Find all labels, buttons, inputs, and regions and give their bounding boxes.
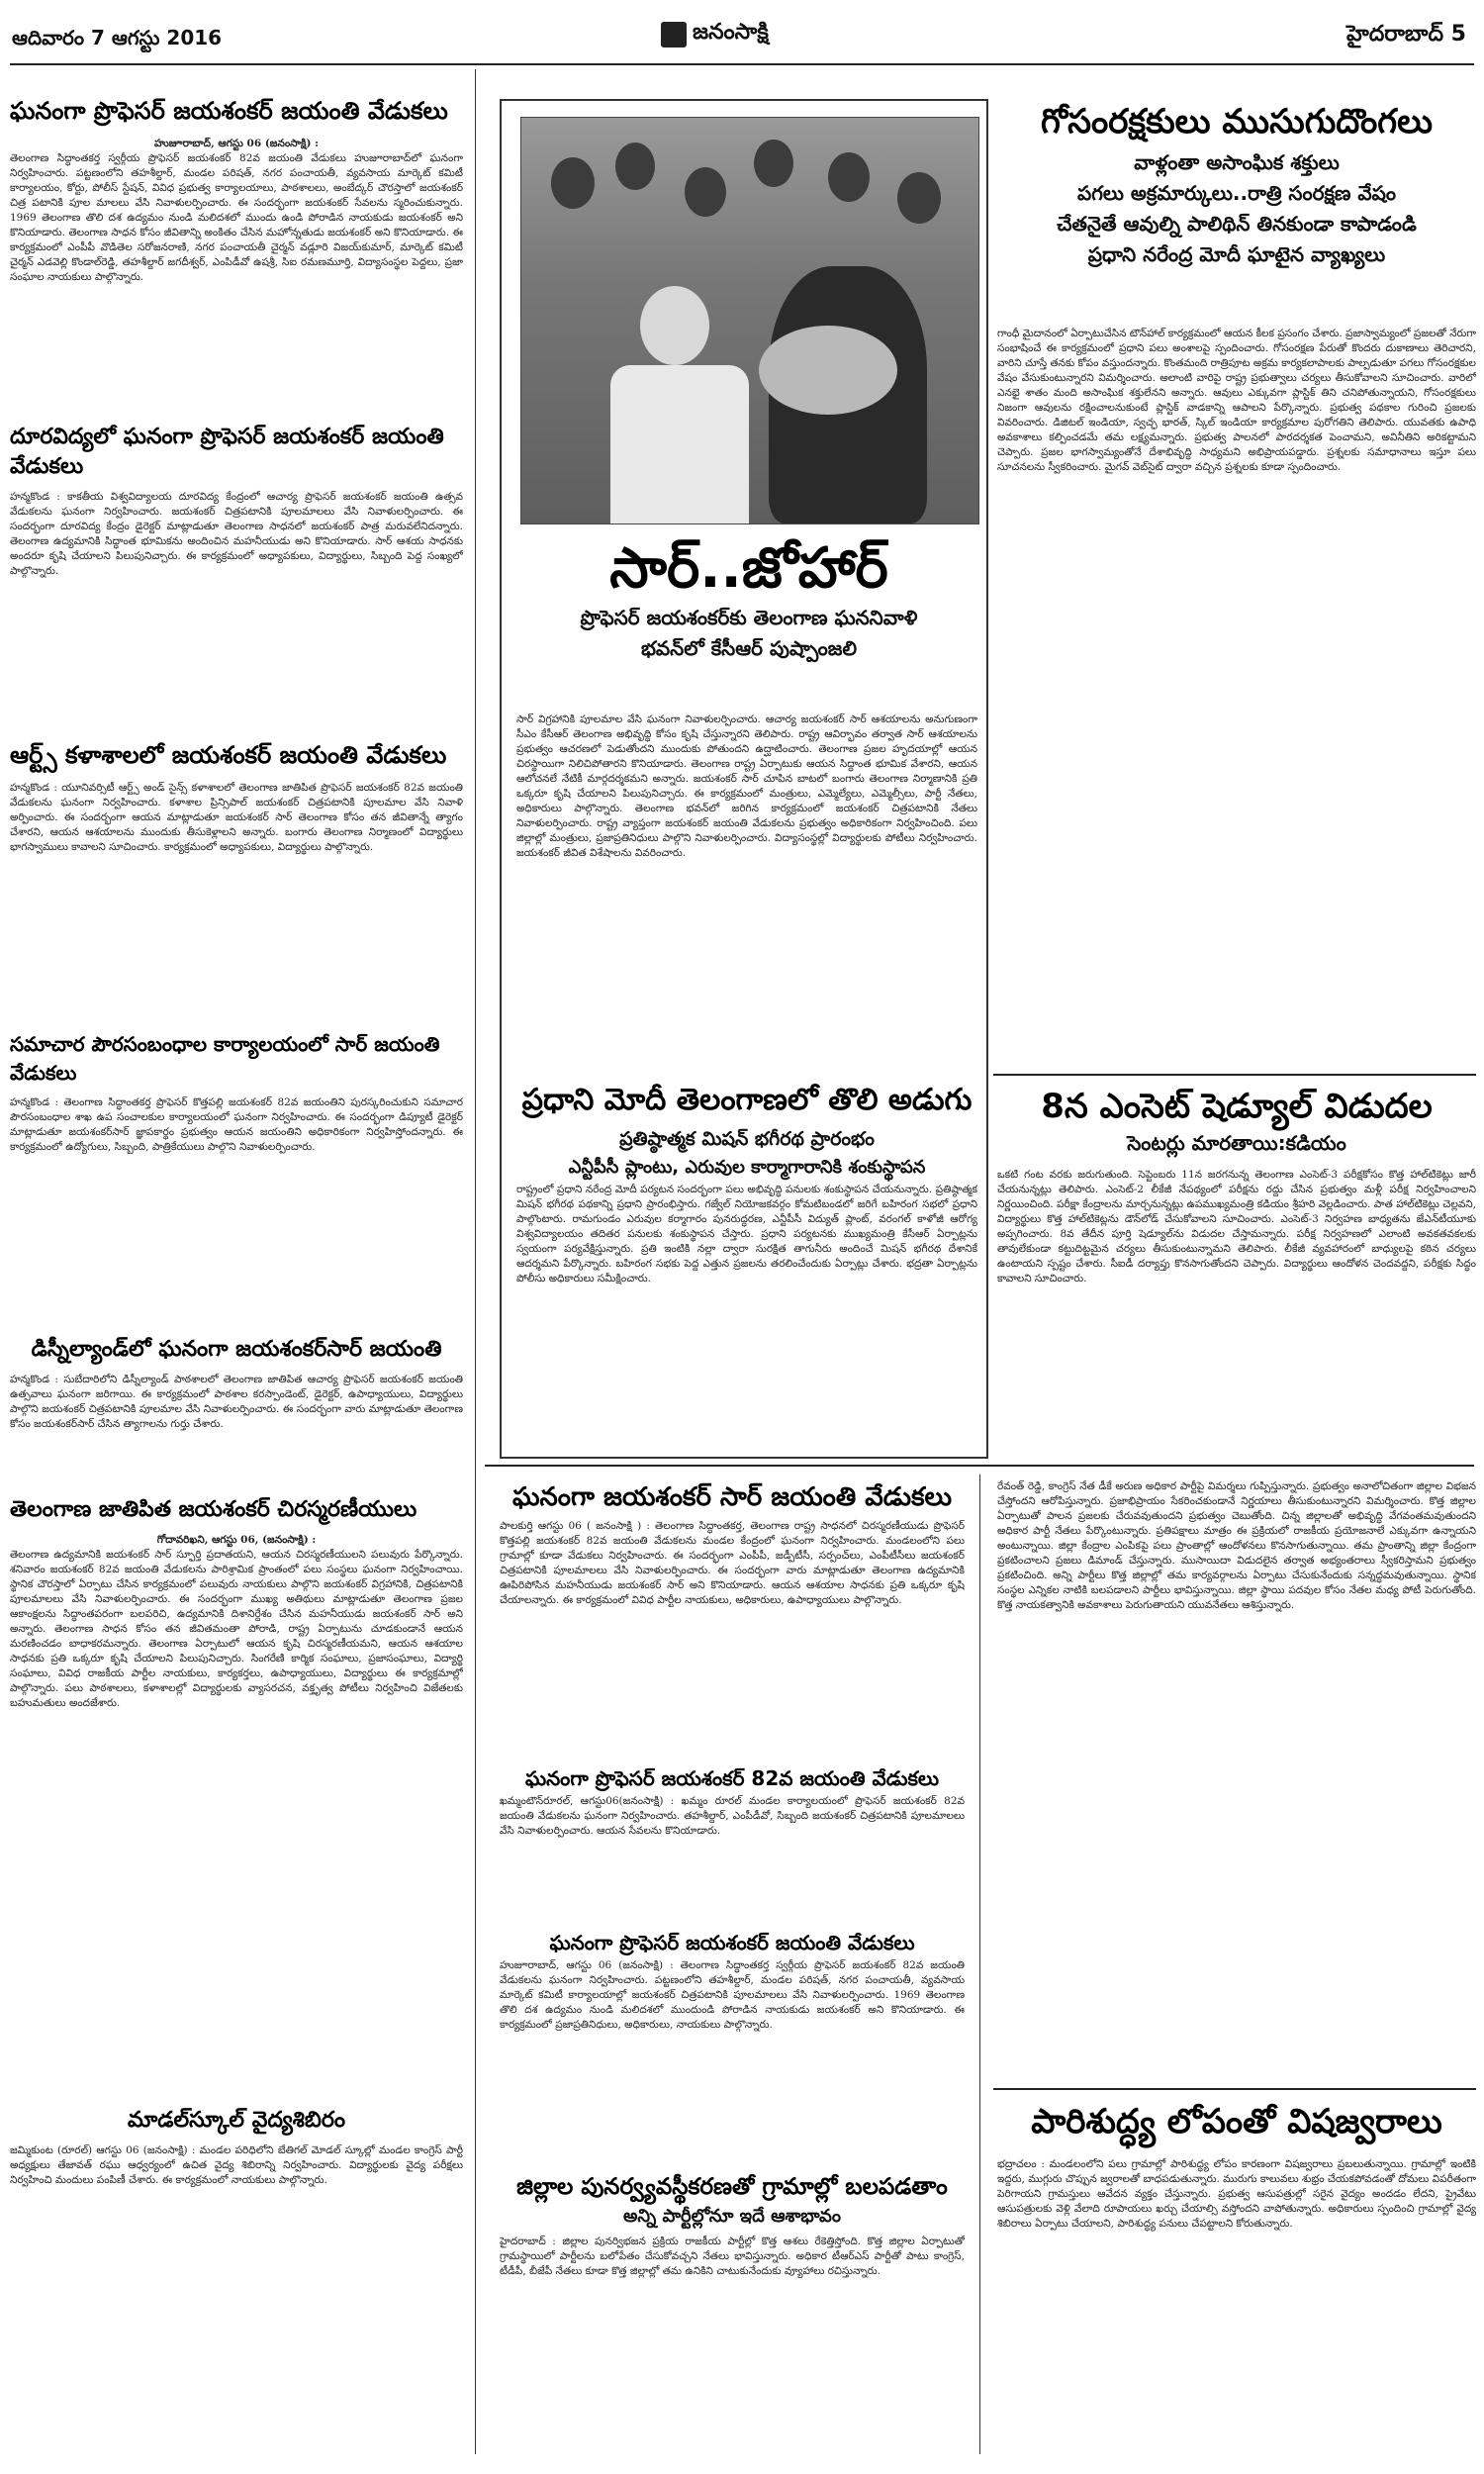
article-headline: తెలంగాణ జాతిపిత జయశంకర్ చిరస్మరణీయులు bbox=[10, 1497, 417, 1522]
article-headline: జిల్లాల పునర్వ్యవస్థీకరణతో గ్రామాల్లో బలపడతాం bbox=[516, 2174, 948, 2200]
article-headline: ఘనంగా ప్రొఫెసర్ జయశంకర్ 82వ జయంతి వేడుకలు bbox=[524, 1766, 939, 1790]
dateline: గోదావరిఖని, ఆగస్టు 06, (జనంసాక్షి) : bbox=[156, 1534, 317, 1546]
lead-subheadline: ప్రొఫెసర్ జయశంకర్‌కు తెలంగాణ ఘననివాళి bbox=[580, 606, 918, 629]
article-headline: ఘనంగా ప్రొఫెసర్ జయశంకర్ జయంతి వేడుకలు bbox=[10, 97, 448, 125]
article-body: హైదరాబాద్ : జిల్లాల పునర్విభజన ప్రక్రియ రాజకీయ పార్టీల్లో కొత్త ఆశలు రేకెత్తిస్తోంది. కొత్త జిల్లాల ఏర్పాటుతో గ్రామస్థాయిలో పార్టీలను బలోపేతం చేసుకోవచ్చని నేతలు భావిస్తున్నారు. అధికార టీఆర్‌ఎస్ పార్టీతో పాటు కాంగ్రెస్, టీడీపీ, బీజేపీ నేతలు కూడా కొత్త జిల్లాల్లో తమ ఉనికిని చాటుకునేందుకు వ్యూహాలు రచిస్తున్నారు. bbox=[500, 2236, 965, 2277]
article-headline: మాడల్‌స్కూల్ వైద్యశిబిరం bbox=[127, 2108, 346, 2133]
article-headline: డిస్నీల్యాండ్‌లో ఘనంగా జయశంకర్‌సార్ జయంతి bbox=[31, 1337, 442, 1362]
article-body: గాంధీ మైదానంలో ఏర్పాటుచేసిన టౌన్‌హాల్ కార్యక్రమంలో ఆయన కీలక ప్రసంగం చేశారు. ప్రజాస్వామ్యంలో ప్రజలతో నేరుగా సంభాషించే ఈ కార్యక్రమంలో ప్రధాని పలు అంశాలపై స్పందించారు. గోసంరక్షణ పేరుతో కొందరు దుకాణాలు తెరిచారని, వారిని చూస్తే తనకు కోపం వస్తుందన్నారు. కొంతమంది రాత్రిపూట అక్రమ కార్యకలాపాలకు పాల్పడుతూ పగలు గోసంరక్షకుల వేషం వేసుకుంటున్నారని విమర్శించారు. అలాంటి వారిపై రాష్ట్ర ప్రభుత్వాలు చర్యలు తీసుకోవాలని సూచించారు. వారిలో ఎనభై శాతం మంది అసాంఘిక శక్తులేనని అన్నారు. ఆవులు ఎక్కువగా ప్లాస్టిక్ తిని చనిపోతున్నాయని, గోసంరక్షకులు నిజంగా ఆవులను రక్షించాలనుకుంటే ప్లాస్టిక్ వాడకాన్ని ఆపాలని పేర్కొన్నారు. ప్రభుత్వ పథకాల గురించి ప్రజలకు వివరించారు. డిజిటల్ ఇండియా, స్వచ్ఛ భారత్, స్కిల్ ఇండియా కార్యక్రమాల పురోగతిని తెలిపారు. యువతకు ఉపాధి అవకాశాలు కల్పించడమే తమ లక్ష్యమన్నారు. ప్రభుత్వ పాలనలో పారదర్శకత పెంచామని, అవినీతిని అరికట్టామని చెప్పారు. ప్రజల భాగస్వామ్యంతోనే దేశాభివృద్ధి సాధ్యమని అభిప్రాయపడ్డారు. ప్రశ్నలకు సమాధానాలు ఇస్తూ పలు సూచనలను స్వీకరించారు. మైగవ్ వెబ్‌సైట్ ద్వారా వచ్చిన ప్రశ్నలకు కూడా స్పందించారు. bbox=[997, 328, 1476, 473]
article-body: హన్మకొండ : తెలంగాణ సిద్ధాంతకర్త ప్రొఫెసర్ కొత్తపల్లి జయశంకర్ 82వ జయంతిని పురస్కరించుకుని సమాచార పౌరసంబంధాల శాఖ ఉప సంచాలకుల కార్యాలయంలో ఘనంగా నిర్వహించారు. ఈ సందర్భంగా డిప్యూటీ డైరెక్టర్ మాట్లాడుతూ జయశంకర్‌సార్ జ్ఞాపకార్థం ప్రభుత్వం ఆయన జయంతిని అధికారికంగా నిర్వహిస్తోందన్నారు. ఈ కార్యక్రమంలో ఉద్యోగులు, సిబ్బంది, పాత్రికేయులు పాల్గొని నివాళులర్పించారు. bbox=[10, 1096, 463, 1153]
article-headline: ఘనంగా ప్రొఫెసర్ జయశంకర్ జయంతి వేడుకలు bbox=[549, 1931, 915, 1954]
article-headline: సమాచార పౌరసంబంధాల కార్యాలయంలో సార్ జయంతి వేడుకలు bbox=[10, 1032, 440, 1085]
masthead-rule bbox=[10, 63, 1474, 65]
article-headline: ఘనంగా జయశంకర్ సార్ జయంతి వేడుకలు bbox=[512, 1482, 952, 1512]
lead-photo[interactable] bbox=[520, 117, 979, 524]
article-body: భద్రాచలం : మండలంలోని పలు గ్రామాల్లో పారిశుద్ధ్య లోపం కారణంగా విషజ్వరాలు ప్రబలుతున్నాయి. గ్రామాల్లో ఇంటికి ఇద్దరు, ముగ్గురు చొప్పున జ్వరాలతో బాధపడుతున్నారు. మురుగు కాలువలు శుభ్రం చేయకపోవడంతో దోమలు విపరీతంగా పెరిగాయని గ్రామస్తులు ఆవేదన వ్యక్తం చేస్తున్నారు. ప్రభుత్వ ఆసుపత్రుల్లో సరైన వైద్యం అందడం లేదని, ప్రైవేటు ఆసుపత్రులకు వెళ్లి వేలాది రూపాయలు ఖర్చు చేయాల్సి వస్తోందని వాపోతున్నారు. అధికారులు స్పందించి గ్రామాల్లో వైద్య శిబిరాలు ఏర్పాటు చేయాలని, పారిశుద్ధ్య పనులు చేపట్టాలని కోరుతున్నారు. bbox=[997, 2158, 1476, 2230]
article-subheadline: వాళ్లంతా అసాంఘిక శక్తులు bbox=[1134, 150, 1340, 174]
article-subheadline: ప్రతిష్ఠాత్మక మిషన్ భగీరథ ప్రారంభం bbox=[619, 1128, 875, 1150]
article-body: ఒకటి గంట వరకు జరుగుతుంది. సెప్టెంబరు 11న జరగనున్న తెలంగాణ ఎంసెట్-3 పరీక్షకోసం కొత్త హాల్‌టికెట్లు జారీ చేయనున్నట్లు తెలిపారు. ఎంసెట్-2 లీకేజీ నేపథ్యంలో పరీక్షను రద్దు చేసిన ప్రభుత్వం మళ్లీ పరీక్ష నిర్వహించాలని నిర్ణయించింది. పరీక్షా కేంద్రాలను మార్చనున్నట్లు ఉపముఖ్యమంత్రి కడియం శ్రీహరి వెల్లడించారు. పాత హాల్‌టికెట్లు చెల్లవని, విద్యార్థులు కొత్త హాల్‌టికెట్లను డౌన్‌లోడ్ చేసుకోవాలని సూచించారు. ఎంసెట్-3 నిర్వహణ బాధ్యతను జేఎన్‌టీయూకు అప్పగించారు. 8వ తేదీన పూర్తి షెడ్యూల్‌ను విడుదల చేస్తామన్నారు. పరీక్ష నిర్వహణలో ఎలాంటి అవకతవకలకు తావులేకుండా కట్టుదిట్టమైన చర్యలు తీసుకుంటున్నామని తెలిపారు. లీకేజీ వ్యవహారంలో బాధ్యులపై కఠిన చర్యలు ఉంటాయని స్పష్టం చేశారు. సీఐడీ దర్యాప్తు కొనసాగుతోందని చెప్పారు. విద్యార్థులు ఆందోళన చెందవద్దని, పరీక్షకు సిద్ధం కావాలని సూచించారు. bbox=[997, 1169, 1476, 1285]
article-subheadline: అన్ని పార్టీల్లోనూ ఇదే ఆశాభావం bbox=[623, 2206, 841, 2227]
article-subheadline: ఎన్టీపీసీ ప్లాంటు, ఎరువుల కార్మాగారానికి శంకుస్థాపన bbox=[568, 1157, 926, 1178]
article-subheadline: ప్రధాని నరేంద్ర మోదీ ఘాటైన వ్యాఖ్యలు bbox=[1087, 242, 1386, 266]
article-headline: గోసంరక్షకులు ముసుగుదొంగలు bbox=[1041, 102, 1433, 142]
dateline: హుజూరాబాద్, ఆగస్టు 06 (జనంసాక్షి) : bbox=[154, 138, 319, 149]
lead-article-body: సార్ విగ్రహానికి పూలమాల వేసి ఘనంగా నివాళులర్పించారు. ఆచార్య జయశంకర్ సార్ ఆశయాలను అనుగుణంగా సీఎం కేసీఆర్ తెలంగాణ అభివృద్ధి కోసం కృషి చేస్తున్నారని తెలిపారు. రాష్ట్ర ఆవిర్భావం తర్వాత సార్ ఆశయాలను ప్రభుత్వం ఆచరణలో పెడుతోందని ముందుకు పోతుందని ఉద్ఘాటించారు. తెలంగాణ ప్రజల హృదయాల్లో ఆయన చిరస్థాయిగా నిలిచిపోతారని కొనియాడారు. తెలంగాణ రాష్ట్ర ఏర్పాటుకు ఆయన సిద్ధాంత భూమిక వేశారని, ఆయన ఆలోచనలే నేటికీ మార్గదర్శకమని అన్నారు. జయశంకర్ సార్ చూపిన బాటలో బంగారు తెలంగాణ నిర్మాణానికి ప్రతి ఒక్కరూ కృషి చేయాలని పిలుపునిచ్చారు. ఈ కార్యక్రమంలో మంత్రులు, ఎమ్మెల్యేలు, ఎమ్మెల్సీలు, పార్టీ నేతలు, అధికారులు పాల్గొన్నారు. తెలంగాణ భవన్‌లో జరిగిన కార్యక్రమంలో జయశంకర్ చిత్రపటానికి నేతలు నివాళులర్పించారు. రాష్ట్ర వ్యాప్తంగా జయశంకర్ జయంతి వేడుకలను ప్రభుత్వం అధికారికంగా నిర్వహించింది. పలు జిల్లాల్లో మంత్రులు, ప్రజాప్రతినిధులు పాల్గొని నివాళులర్పించారు. విద్యాసంస్థల్లో విద్యార్థులకు పోటీలు నిర్వహించారు. జయశంకర్ జీవిత విశేషాలను వివరించారు. bbox=[516, 714, 977, 859]
logo-icon bbox=[661, 22, 687, 48]
issue-date: ఆదివారం 7 ఆగస్టు 2016 bbox=[12, 26, 223, 49]
article-body: హన్మకొండ : యూనివర్సిటీ ఆర్ట్స్ అండ్ సైన్స్ కళాశాలలో తెలంగాణ జాతిపిత ప్రొఫెసర్ జయశంకర్ 82వ జయంతి వేడుకలను ఘనంగా నిర్వహించారు. కళాశాల ప్రిన్సిపాల్ జయశంకర్ చిత్రపటానికి పూలమాల వేసి నివాళి అర్పించారు. ఈ సందర్భంగా ఆయన మాట్లాడుతూ జయశంకర్ సార్ తెలంగాణ కోసం తన జీవితాన్నే త్యాగం చేశారని, ఆయన ఆశయాలను ముందుకు తీసుకెళ్లాలని అన్నారు. బంగారు తెలంగాణ నిర్మాణంలో విద్యార్థులు భాగస్వాములు కావాలని సూచించారు. కార్యక్రమంలో అధ్యాపకులు, విద్యార్థులు పాల్గొన్నారు. bbox=[10, 782, 463, 853]
page-section-number: హైదరాబాద్ 5 bbox=[1346, 22, 1466, 47]
article-body: తెలంగాణ ఉద్యమానికి జయశంకర్ సార్ స్ఫూర్తి ప్రదాతయని, ఆయన చిరస్మరణీయులని పలువురు పేర్కొన్నారు. శనివారం జయశంకర్ 82వ జయంతి వేడుకలను పారిశ్రామిక ప్రాంతంలో పలు సంస్థలు ఘనంగా నిర్వహించాయి. స్థానిక చౌరస్తాలో ఏర్పాటు చేసిన కార్యక్రమంలో పలువురు నాయకులు పాల్గొని జయశంకర్ విగ్రహానికి, చిత్రపటానికి పూలమాలలు వేసి నివాళులర్పించారు. ఈ సందర్భంగా ముఖ్య అతిథులు మాట్లాడుతూ తెలంగాణ ప్రజల ఆకాంక్షలను సిద్ధాంతపరంగా బలపరిచి, ఉద్యమానికి దిశానిర్దేశం చేసిన మహనీయుడు జయశంకర్ సార్ అని అన్నారు. తెలంగాణ సాధన కోసం తన జీవితమంతా పోరాడి, రాష్ట్ర ఏర్పాటును చూడకుండానే ఆయన మరణించడం బాధాకరమన్నారు. తెలంగాణ ఏర్పాటులో ఆయన కృషి చిరస్మరణీయమని, ఆయన ఆశయాల సాధనకు ప్రతి ఒక్కరూ కృషి చేయాలని పిలుపునిచ్చారు. సింగరేణి కార్మిక సంఘాలు, ప్రజాసంఘాలు, విద్యార్థి సంఘాలు, వివిధ రాజకీయ పార్టీల నాయకులు, కార్యకర్తలు, ఉపాధ్యాయులు, విద్యార్థులు ఈ కార్యక్రమాల్లో పాల్గొన్నారు. పలు పాఠశాలలు, కళాశాలల్లో విద్యార్థులకు వ్యాసరచన, వక్తృత్వ పోటీలు నిర్వహించి విజేతలకు బహుమతులు అందజేశారు. bbox=[10, 1549, 463, 1709]
article-body: పాలకుర్తి ఆగస్టు 06 ( జనంసాక్షి ) : తెలంగాణ సిద్ధాంతకర్త, తెలంగాణ రాష్ట్ర సాధనలో చిరస్మరణీయుడు ప్రొఫెసర్ కొత్తపల్లి జయశంకర్ 82వ జయంతి వేడుకలను మండల కేంద్రంలో ఘనంగా నిర్వహించారు. మండలంలోని పలు గ్రామాల్లో కూడా వేడుకలు నిర్వహించారు. ఈ సందర్భంగా ఎంపీపీ, జడ్పీటీసీ, సర్పంచ్‌లు, ఎంపీటీసీలు జయశంకర్ చిత్రపటానికి పూలమాలలు వేసి నివాళులర్పించారు. ఈ సందర్భంగా వారు మాట్లాడుతూ తెలంగాణ ఉద్యమానికి ఊపిరిపోసిన మహనీయుడు జయశంకర్ సార్ అని కొనియాడారు. ఆయన ఆశయాల సాధనకు ప్రతి ఒక్కరూ కృషి చేయాలన్నారు. ఈ కార్యక్రమంలో వివిధ పార్టీల నాయకులు, అధికారులు, ఉపాధ్యాయులు పాల్గొన్నారు. bbox=[500, 1520, 965, 1606]
newspaper-logo[interactable] bbox=[661, 20, 769, 49]
section-rule bbox=[993, 2088, 1476, 2090]
lead-subheadline: భవన్‌లో కేసీఆర్ పుష్పాంజలి bbox=[640, 636, 858, 660]
article-body: హుజూరాబాద్, ఆగస్టు 06 (జనంసాక్షి) : తెలంగాణ సిద్ధాంతకర్త స్వర్గీయ ప్రొఫెసర్ జయశంకర్ 82వ జయంతి వేడుకలను ఘనంగా నిర్వహించారు. పట్టణంలోని తహశీల్దార్, మండల పరిషత్, నగర పంచాయతీ, వ్యవసాయ మార్కెట్ కమిటీ కార్యాలయాల్లో జయశంకర్ చిత్రపటానికి పూలమాలలు వేసి నివాళులర్పించారు. 1969 తెలంగాణ తొలి దశ ఉద్యమం నుండి మలిదశలో ముందుండి పోరాడిన నాయకుడు జయశంకర్ అని కొనియాడారు. ఈ కార్యక్రమంలో ప్రజాప్రతినిధులు, అధికారులు, నాయకులు పాల్గొన్నారు. bbox=[500, 1959, 965, 2031]
article-subheadline: చేతనైతే ఆవుల్ని పాలిథిన్ తినకుండా కాపాడండి bbox=[1057, 212, 1417, 236]
article-body: ఖమ్మంటౌన్‌రూరల్, ఆగస్టు06(జనంసాక్షి) : ఖమ్మం రూరల్ మండల కార్యాలయంలో ప్రొఫెసర్ జయశంకర్ 82వ జయంతి వేడుకలను ఘనంగా నిర్వహించారు. తహశీల్దార్, ఎంపీడీవో, సిబ్బంది జయశంకర్ చిత్రపటానికి పూలమాలలు వేసి నివాళులర్పించారు. ఆయన సేవలను కొనియాడారు. bbox=[500, 1795, 965, 1837]
section-rule bbox=[485, 1465, 1474, 1467]
article-headline: పారిశుద్ధ్య లోపంతో విషజ్వరాలు bbox=[1031, 2102, 1442, 2141]
section-rule bbox=[993, 1074, 1476, 1076]
article-headline: ఆర్ట్స్ కళాశాలలో జయశంకర్ జయంతి వేడుకలు bbox=[10, 741, 447, 769]
article-headline: 8న ఎంసెట్ షెడ్యూల్ విడుదల bbox=[1041, 1087, 1433, 1126]
article-body: హన్మకొండ : కాకతీయ విశ్వవిద్యాలయ దూరవిద్య కేంద్రంలో ఆచార్య ప్రొఫెసర్ జయశంకర్ జయంతి ఉత్సవ వేడుకలను ఘనంగా నిర్వహించారు. జయశంకర్ చిత్రపటానికి పూలమాలలు వేసి నివాళులర్పించారు. ఈ సందర్భంగా దూరవిద్య కేంద్రం డైరెక్టర్ మాట్లాడుతూ తెలంగాణ సాధనలో జయశంకర్ పాత్ర మరువలేనిదన్నారు. తెలంగాణ ఉద్యమానికి సిద్ధాంత భూమికను అందించిన మహనీయుడు అని కొనియాడారు. సార్ ఆశయ సాధనకు అందరూ కృషి చేయాలని పిలుపునిచ్చారు. ఈ కార్యక్రమంలో అధ్యాపకులు, విద్యార్థులు, సిబ్బంది పెద్ద సంఖ్యలో పాల్గొన్నారు. bbox=[10, 491, 463, 577]
column-divider bbox=[475, 69, 476, 2454]
article-body: రాష్ట్రంలో ప్రధాని నరేంద్ర మోదీ పర్యటన సందర్భంగా పలు అభివృద్ధి పనులకు శంకుస్థాపన చేయనున్నారు. ప్రతిష్ఠాత్మక మిషన్ భగీరథ పథకాన్ని ప్రధాని ప్రారంభిస్తారు. గజ్వేల్ నియోజకవర్గం కోమటిబండలో జరిగే బహిరంగ సభలో ప్రధాని పాల్గొంటారు. రామగుండం ఎరువుల కర్మాగారం పునరుద్ధరణ, ఎన్టీపీసీ విద్యుత్ ప్లాంట్, వరంగల్ కాళోజీ ఆరోగ్య విశ్వవిద్యాలయం తదితర పనులకు శంకుస్థాపన చేస్తారు. ప్రధాని పర్యటనకు ముఖ్యమంత్రి కేసీఆర్ ఏర్పాట్లను స్వయంగా పర్యవేక్షిస్తున్నారు. ప్రతి ఇంటికి నల్లా ద్వారా సురక్షిత తాగునీరు అందించే మిషన్ భగీరథ దేశానికే ఆదర్శమని పేర్కొన్నారు. బహిరంగ సభకు పెద్ద ఎత్తున ప్రజలను తరలించేందుకు ఏర్పాట్లు చేశారు. భద్రతా ఏర్పాట్లను పోలీసు అధికారులు సమీక్షించారు. bbox=[516, 1184, 977, 1285]
article-headline: దూరవిద్యలో ఘనంగా ప్రొఫెసర్ జయశంకర్ జయంతి వేడుకలు bbox=[10, 425, 444, 479]
article-body: జమ్మికుంట (రూరల్) ఆగస్టు 06 (జనంసాక్షి) : మండల పరిధిలోని బేతిగల్ మోడల్ స్కూల్లో మండల కాంగ్రెస్ పార్టీ అధ్యక్షులు తేజావత్ రఘు ఆధ్వర్యంలో ఉచిత వైద్య శిబిరాన్ని నిర్వహించారు. విద్యార్థులకు వైద్య పరీక్షలు నిర్వహించి మందులు పంపిణీ చేశారు. ఈ కార్యక్రమంలో నాయకులు పాల్గొన్నారు. bbox=[10, 2144, 463, 2186]
article-body: హన్మకొండ : సుబేదారిలోని డిస్నీల్యాండ్ పాఠశాలలో తెలంగాణ జాతిపిత ఆచార్య ప్రొఫెసర్ జయశంకర్ జయంతి ఉత్సవాలు ఘనంగా జరిగాయి. ఈ కార్యక్రమంలో పాఠశాల కరస్పాండెంట్, డైరెక్టర్, ఉపాధ్యాయులు, విద్యార్థులు పాల్గొని జయశంకర్ చిత్రపటానికి పూలమాల వేసి నివాళులర్పించారు. ఈ సందర్భంగా వారు మాట్లాడుతూ తెలంగాణ కోసం జయశంకర్‌సార్ చేసిన త్యాగాలను గుర్తు చేశారు. bbox=[10, 1374, 463, 1430]
logo-text: జనంసాక్షి bbox=[693, 20, 769, 45]
article-subheadline: పగలు అక్రమార్కులు..రాత్రి సంరక్షణ వేషం bbox=[1076, 181, 1397, 205]
article-body: తెలంగాణ సిద్ధాంతకర్త స్వర్గీయ ప్రొఫెసర్ జయశంకర్ 82వ జయంతి వేడుకలు హుజూరాబాద్‌లో ఘనంగా నిర్వహించారు. పట్టణంలోని తహశీల్దార్, మండల పరిషత్, నగర పంచాయతీ, వ్యవసాయ మార్కెట్ కమిటీ కార్యాలయం, కోర్టు, పోలీస్ స్టేషన్, వివిధ ప్రభుత్వ కార్యాలయాలు, పాఠశాలలు, అంబేద్కర్ చౌరస్తాలో జయశంకర్ చిత్ర పటానికి పూల మాలలు వేసి నివాళులర్పించారు. ఈ సందర్భంగా జయశంకర్ సేవలను స్మరించుకున్నారు. 1969 తెలంగాణ తొలి దశ ఉద్యమం నుండి మలిదశలో ముందు ఉండి పోరాడిన నాయకుడు జయశంకర్ అని కొనియాడారు. తెలంగాణ సాధన కోసం జీవితాన్ని అంకితం చేసిన మహోన్నతుడు జయశంకర్ అని కొనియాడారు. ఈ కార్యక్రమంలో ఎంపీపీ వొడితెల సరోజనరాణి, నగర పంచాయతీ చైర్మన్ వడ్లూరి విజయ్‌కుమార్, మార్కెట్ కమిటీ చైర్మన్ ఎడవెల్లి కొండాల్‌రెడ్డి, తహశీల్దార్ జగదీశ్వర్, ఎంపిడీవో ఉషశ్రీ, సిఐ రమణమూర్తి, విద్యాసంస్థల పెద్దలు, ప్రజా సంఘాల నాయకులు పాల్గొన్నారు. bbox=[10, 152, 463, 283]
lead-headline: సార్..జోహార్ bbox=[609, 536, 888, 601]
column-divider bbox=[979, 1475, 980, 2454]
article-body: రేవంత్ రెడ్డి, కాంగ్రెస్ నేత డీకే అరుణ అధికార పార్టీపై విమర్శలు గుప్పిస్తున్నారు. ప్రభుత్వం అనాలోచితంగా జిల్లాల విభజన చేస్తోందని ఆరోపిస్తున్నారు. ప్రజాభిప్రాయం సేకరించకుండానే నిర్ణయాలు తీసుకుంటున్నారని విమర్శించారు. కొత్త జిల్లాల ఏర్పాటుతో పాలన ప్రజలకు చేరువవుతుందని ప్రభుత్వం చెబుతోంది. చిన్న జిల్లాలతో అభివృద్ధి వేగవంతమవుతుందని అధికార పార్టీ నేతలు పేర్కొంటున్నారు. ప్రతిపక్షాలు మాత్రం ఈ ప్రక్రియలో రాజకీయ ప్రయోజనాలే ఎక్కువగా ఉన్నాయని అంటున్నాయి. జిల్లా కేంద్రాల ఎంపికపై పలు ప్రాంతాల్లో ఆందోళనలు కొనసాగుతున్నాయి. తమ ప్రాంతాన్ని జిల్లా కేంద్రంగా ప్రకటించాలని ప్రజలు డిమాండ్ చేస్తున్నారు. ముసాయిదా విడుదలైన తర్వాత అభ్యంతరాలు స్వీకరిస్తామని ప్రభుత్వం ప్రకటించింది. అన్ని పార్టీలు కొత్త జిల్లాల్లో తమ కార్యవర్గాలను ఏర్పాటు చేసుకునేందుకు సన్నద్ధమవుతున్నాయి. స్థానిక సంస్థల ఎన్నికల నాటికి బలపడాలని పార్టీలు భావిస్తున్నాయి. జిల్లా స్థాయి పదవుల కోసం నేతల మధ్య పోటీ పెరుగుతోంది. కొత్త నాయకత్వానికి అవకాశాలు పెరుగుతాయని యువనేతలు ఆశిస్తున్నారు. bbox=[997, 1480, 1476, 1611]
left-column bbox=[10, 91, 463, 2456]
article-subheadline: సెంటర్లు మారతాయి:కడియం bbox=[1127, 1131, 1346, 1155]
article-headline: ప్రధాని మోదీ తెలంగాణలో తొలి అడుగు bbox=[521, 1083, 973, 1117]
